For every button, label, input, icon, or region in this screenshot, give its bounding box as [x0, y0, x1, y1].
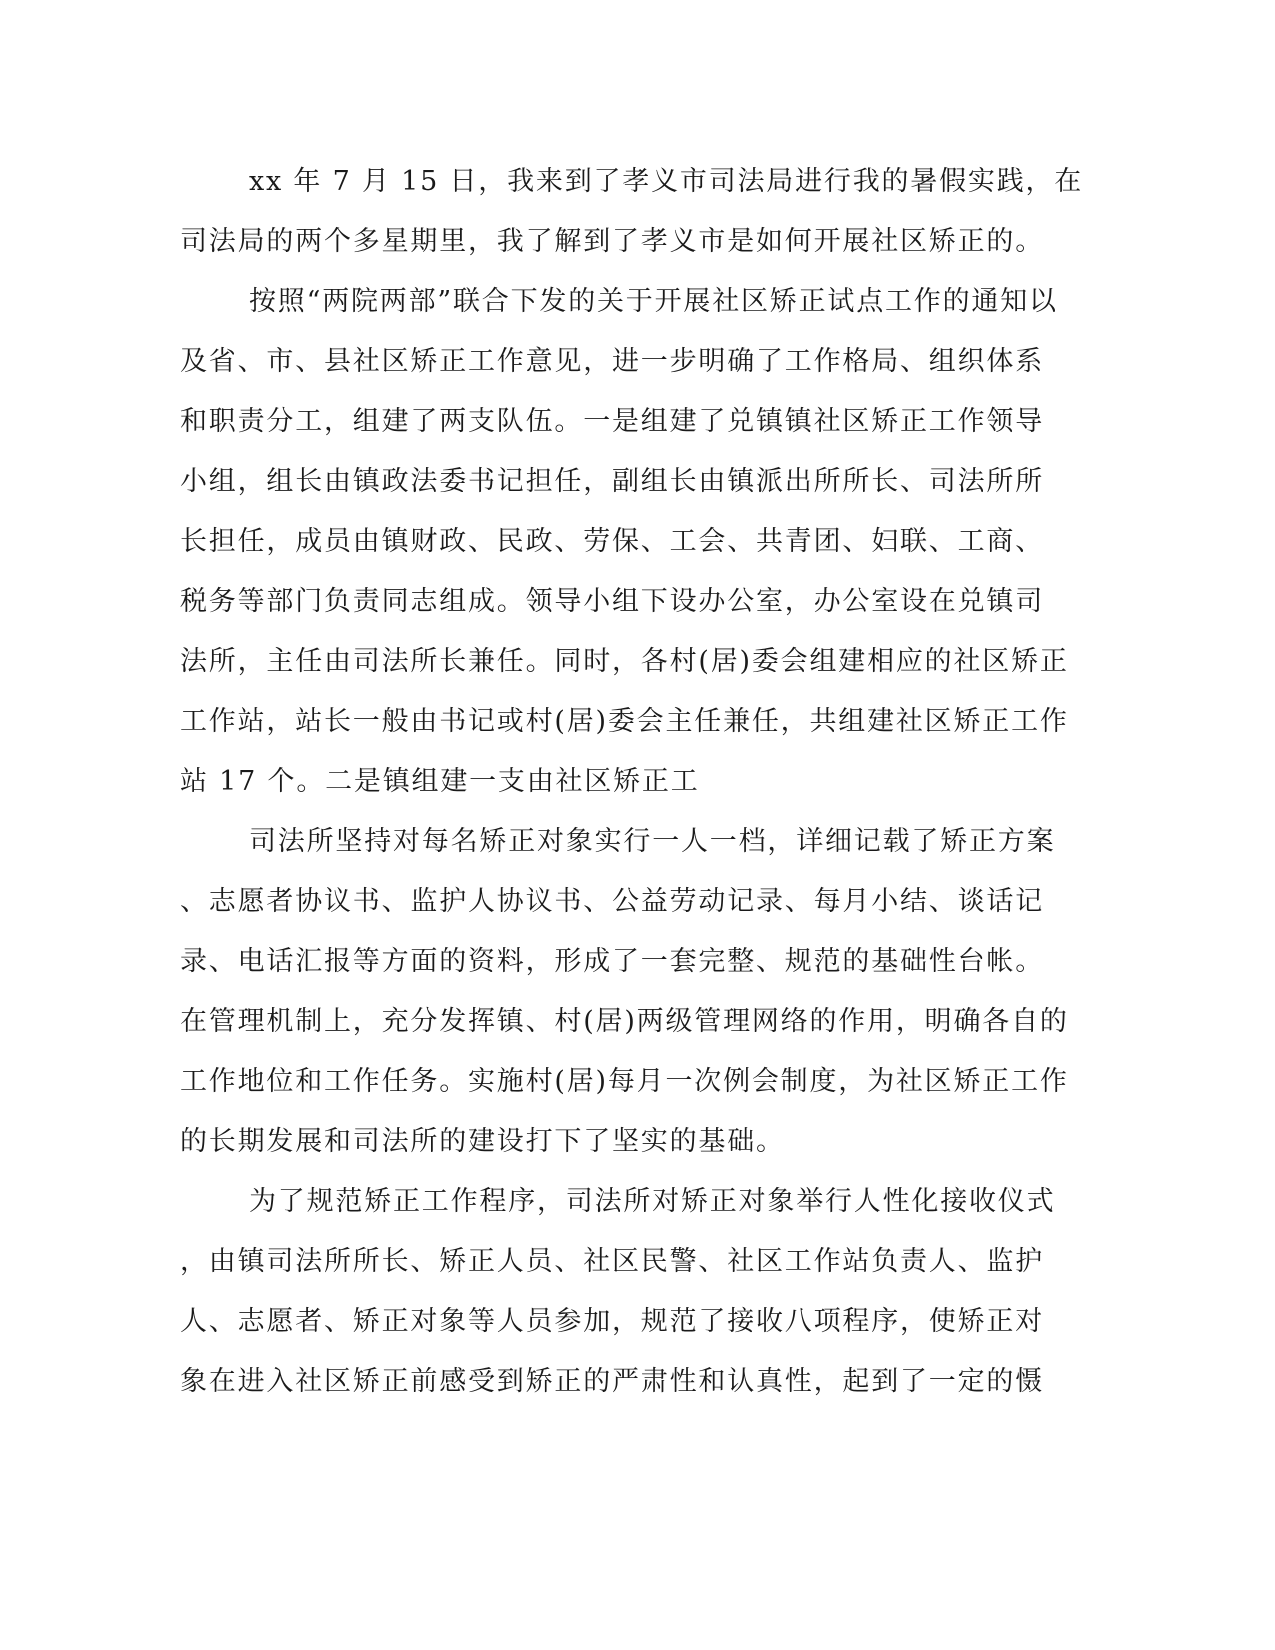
paragraph-2-line-3: 和职责分工，组建了两支队伍。一是组建了兑镇镇社区矫正工作领导 [180, 406, 1044, 437]
paragraph-2-line-8: 工作站，站长一般由书记或村(居)委会主任兼任，共组建社区矫正工作 [180, 706, 1069, 737]
paragraph-2-line-9: 站 17 个。二是镇组建一支由社区矫正工 [180, 766, 700, 797]
paragraph-3-line-2: 、志愿者协议书、监护人协议书、公益劳动记录、每月小结、谈话记 [180, 886, 1044, 917]
paragraph-2-line-5: 长担任，成员由镇财政、民政、劳保、工会、共青团、妇联、工商、 [180, 526, 1044, 557]
paragraph-4-line-3: 人、志愿者、矫正对象等人员参加，规范了接收八项程序，使矫正对 [180, 1306, 1044, 1337]
paragraph-3-line-3: 录、电话汇报等方面的资料，形成了一套完整、规范的基础性台帐。 [180, 946, 1044, 977]
paragraph-1-line-2: 司法局的两个多星期里，我了解到了孝义市是如何开展社区矫正的。 [180, 226, 1044, 257]
paragraph-4-line-1: 为了规范矫正工作程序，司法所对矫正对象举行人性化接收仪式 [249, 1186, 1056, 1217]
paragraph-4-line-2: ，由镇司法所所长、矫正人员、社区民警、社区工作站负责人、监护 [180, 1246, 1044, 1277]
paragraph-3-line-6: 的长期发展和司法所的建设打下了坚实的基础。 [180, 1126, 785, 1157]
paragraph-3-line-5: 工作地位和工作任务。实施村(居)每月一次例会制度，为社区矫正工作 [180, 1066, 1069, 1097]
paragraph-2-line-7: 法所，主任由司法所长兼任。同时，各村(居)委会组建相应的社区矫正 [180, 646, 1069, 677]
paragraph-1-line-1: xx 年 7 月 15 日，我来到了孝义市司法局进行我的暑假实践，在 [249, 166, 1084, 197]
paragraph-3-line-4: 在管理机制上，充分发挥镇、村(居)两级管理网络的作用，明确各自的 [180, 1006, 1069, 1037]
paragraph-4-line-4: 象在进入社区矫正前感受到矫正的严肃性和认真性，起到了一定的慑 [180, 1366, 1044, 1397]
paragraph-2-line-1: 按照“两院两部”联合下发的关于开展社区矫正试点工作的通知以 [249, 286, 1058, 317]
paragraph-2-line-6: 税务等部门负责同志组成。领导小组下设办公室，办公室设在兑镇司 [180, 586, 1044, 617]
paragraph-3-line-1: 司法所坚持对每名矫正对象实行一人一档，详细记载了矫正方案 [249, 826, 1056, 857]
paragraph-2-line-2: 及省、市、县社区矫正工作意见，进一步明确了工作格局、组织体系 [180, 346, 1044, 377]
paragraph-2-line-4: 小组，组长由镇政法委书记担任，副组长由镇派出所所长、司法所所 [180, 466, 1044, 497]
